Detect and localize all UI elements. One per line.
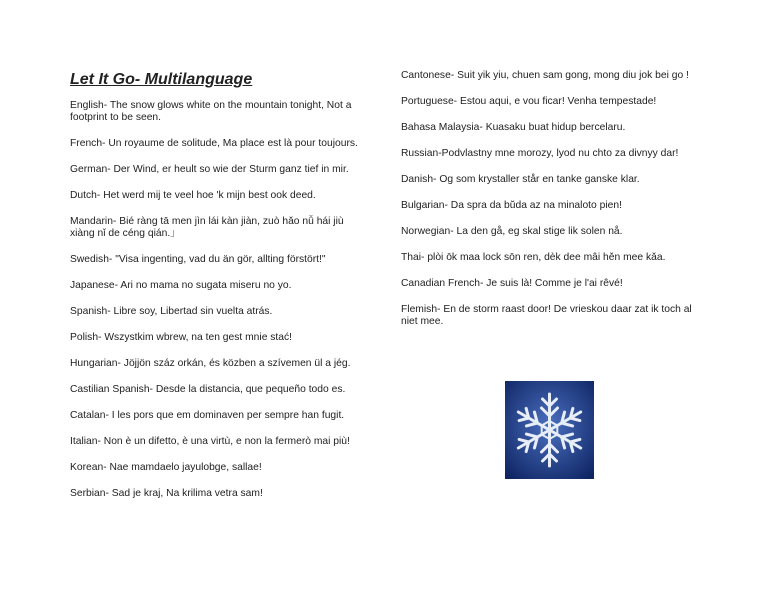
lyric-italian: Italian- Non è un difetto, è una virtù, e non la fermerò mai più! [70,436,350,447]
lyric-french: French- Un royaume de solitude, Ma place est là pour toujours. [70,138,358,149]
lyric-hungarian: Hungarian- Jöjjön száz orkán, és közben a szívemen ül a jég. [70,358,351,369]
lyric-korean: Korean- Nae mamdaelo jayulobge, sallae! [70,462,262,473]
lyric-japanese: Japanese- Ari no mama no sugata miseru no yo. [70,280,292,291]
lyric-spanish: Spanish- Libre soy, Libertad sin vuelta atrás. [70,306,273,317]
lyric-portuguese: Portuguese- Estou aqui, e vou ficar! Venha tempestade! [401,96,657,107]
lyric-bahasa-malaysia: Bahasa Malaysia- Kuasaku buat hidup bercelaru. [401,122,626,133]
lyric-serbian: Serbian- Sad je kraj, Na krilima vetra sam! [70,488,263,499]
lyric-flemish: Flemish- En de storm raast door! De vrieskou daar zat ik toch al niet mee. [401,304,692,327]
lyric-catalan: Catalan- I les pors que em dominaven per sempre han fugit. [70,410,345,421]
lyric-thai: Thai- plòi ōk maa lock sōn ren, dèk dee mâi hěn mee kǎa. [401,252,666,263]
lyric-cantonese: Cantonese- Suit yik yiu, chuen sam gong, mong diu jok bei go ! [401,70,689,81]
lyric-mandarin: Mandarin- Bié ràng tā men jìn lái kàn jiàn, zuò hǎo nǚ hái jiù xiàng nǐ de céng qián.」 [70,216,344,239]
document-title: Let It Go- Multilanguage [70,71,253,88]
lyric-castilian-spanish: Castilian Spanish- Desde la distancia, que pequeño todo es. [70,384,346,395]
left-column [70,70,370,514]
snowflake-icon [505,381,594,479]
lyric-bulgarian: Bulgarian- Da spra da bŭda az na minaloto pien! [401,200,622,211]
lyric-russian: Russian-Podvlastny mne morozy, lyod nu chto za divnyy dar! [401,148,679,159]
lyric-german: German- Der Wind, er heult so wie der Sturm ganz tief in mir. [70,164,349,175]
lyric-swedish: Swedish- "Visa ingenting, vad du än gör, allting förstört!" [70,254,326,265]
lyric-dutch: Dutch- Het werd mij te veel hoe 'k mijn best ook deed. [70,190,316,201]
lyric-canadian-french: Canadian French- Je suis là! Comme je l'ai rêvé! [401,278,623,289]
lyric-polish: Polish- Wszystkim wbrew, na ten gest mnie stać! [70,332,293,343]
right-column [401,70,701,342]
lyric-english: English- The snow glows white on the mountain tonight, Not a footprint to be seen. [70,100,352,123]
lyric-norwegian: Norwegian- La den gå, eg skal stige lik solen nå. [401,226,623,237]
lyric-danish: Danish- Og som krystaller står en tanke ganske klar. [401,174,640,185]
